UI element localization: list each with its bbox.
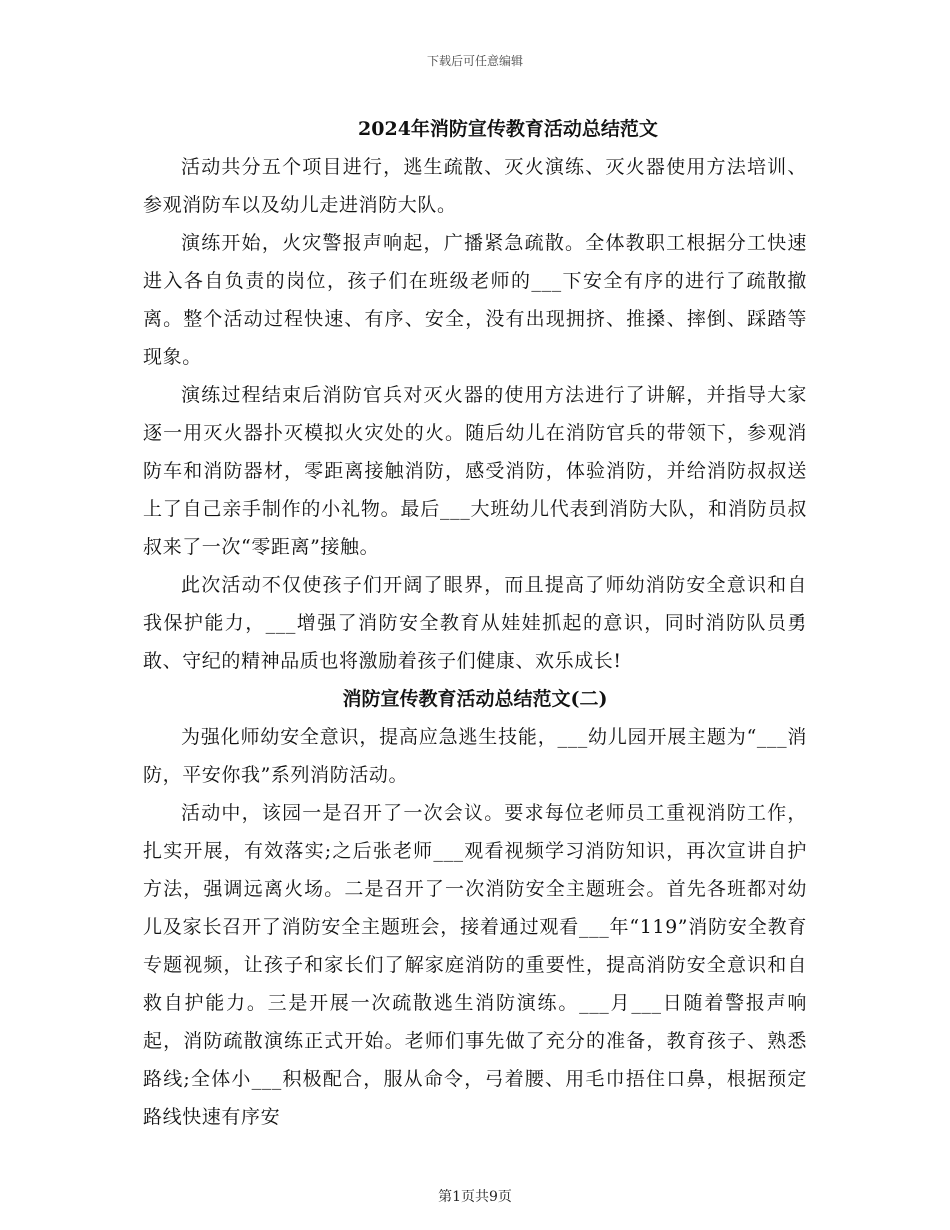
paragraph: 为强化师幼安全意识，提高应急逃生技能，___幼儿园开展主题为“___消防，平安你我”系列消防活动。 xyxy=(143,726,807,786)
paragraph: 活动中，该园一是召开了一次会议。要求每位老师员工重视消防工作，扎实开展，有效落实;之后张老师___观看视频学习消防知识，再次宣讲自护方法，强调远离火场。二是召开了一次消防安全主题班会。首先各班都对幼儿及家长召开了消防安全主题班会，接着通过观看___年“119”消防安全教育专题视频，让孩子和家长们了解家庭消防的重要性，提高消防安全意识和自救自护能力。三是开展一次疏散逃生消防演练。___月___日随着警报声响起，消防疏散演练正式开始。老师们事先做了充分的准备，教育孩子、熟悉路线;全体小___积极配合，服从命令，弓着腰、用毛巾捂住口鼻，根据预定路线快速有序安 xyxy=(143,802,807,1128)
document-body xyxy=(143,110,807,1136)
paragraph: 演练开始，火灾警报声响起，广播紧急疏散。全体教职工根据分工快速进入各自负责的岗位，孩子们在班级老师的___下安全有序的进行了疏散撤离。整个活动过程快速、有序、安全，没有出现拥挤、推搡、摔倒、踩踏等现象。 xyxy=(143,232,807,368)
paragraph: 活动共分五个项目进行，逃生疏散、灭火演练、灭火器使用方法培训、参观消防车以及幼儿走进消防大队。 xyxy=(143,156,807,216)
page-header-note: 下载后可任意编辑 xyxy=(426,54,523,68)
section-title: 消防宣传教育活动总结范文(二) xyxy=(342,688,608,710)
document-title: 2024年消防宣传教育活动总结范文 xyxy=(358,118,658,140)
page-footer-page-number: 第1页共9页 xyxy=(438,1189,512,1205)
paragraph: 此次活动不仅使孩子们开阔了眼界，而且提高了师幼消防安全意识和自我保护能力，___增强了消防安全教育从娃娃抓起的意识，同时消防队员勇敢、守纪的精神品质也将激励着孩子们健康、欢乐成长! xyxy=(143,574,807,672)
paragraph: 演练过程结束后消防官兵对灭火器的使用方法进行了讲解，并指导大家逐一用灭火器扑灭模拟火灾处的火。随后幼儿在消防官兵的带领下，参观消防车和消防器材，零距离接触消防，感受消防，体验消防，并给消防叔叔送上了自己亲手制作的小礼物。最后___大班幼儿代表到消防大队，和消防员叔叔来了一次“零距离”接触。 xyxy=(143,384,807,558)
